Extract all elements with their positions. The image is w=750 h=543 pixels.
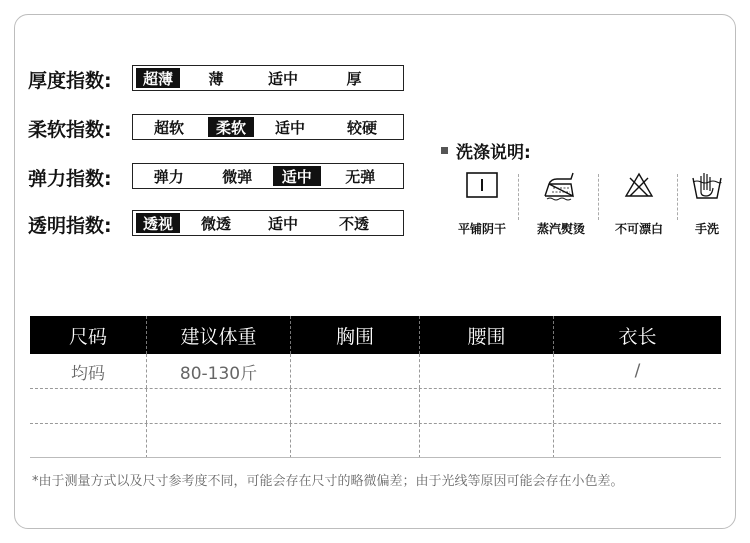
header-length: 衣长 [618,325,657,348]
no-bleach-icon [622,170,656,200]
index-options [132,65,404,91]
index-option-selected: 柔软 [208,117,254,137]
index-option: 较硬 [346,118,377,137]
table-cell [554,389,721,423]
divider [518,174,519,220]
index-option: 无弹 [345,167,376,186]
wash-label: 平铺阴干 [457,222,506,236]
index-option-selected: 超薄 [136,68,180,88]
header-waist: 腰围 [420,316,554,354]
index-option: 厚 [346,69,362,88]
index-label: 厚度指数: [28,69,112,92]
table-cell [30,424,147,458]
index-row-softness [28,114,377,142]
divider [30,457,721,458]
table-cell [420,354,554,388]
index-option: 适中 [267,214,298,233]
hand-wash-icon [689,170,725,202]
table-header [30,316,721,354]
index-label: 弹力指数: [28,167,112,190]
index-option: 不透 [338,214,369,233]
table-cell [291,354,420,388]
index-label: 透明指数: [28,214,112,237]
wash-item-steam-iron [521,170,601,240]
index-option: 弹力 [153,167,184,186]
table-cell: 均码 [30,354,147,388]
index-option: 适中 [274,118,305,137]
index-option-selected: 适中 [273,166,321,186]
wash-item-flat-dry [442,170,522,240]
bullet-square-icon [441,147,448,154]
index-options [132,114,404,140]
flat-dry-icon [464,170,500,200]
steam-iron-icon [539,170,583,202]
index-option: 超软 [153,118,184,137]
table-cell [420,424,554,458]
index-option-selected: 透视 [136,213,180,233]
table-row [30,424,721,458]
table-cell [554,424,721,458]
table-cell [291,389,420,423]
table-cell [30,389,147,423]
index-option: 微弹 [222,167,253,186]
table-cell [147,389,291,423]
table-cell [420,389,554,423]
header-weight: 建议体重 [147,316,291,354]
index-options [132,210,404,236]
table-cell: / [634,361,641,381]
footnote: *由于测量方式以及尺寸参考度不同，可能会存在尺寸的略微偏差；由于光线等原因可能会存在小色差。 [32,474,624,489]
index-option: 薄 [208,69,224,88]
table-cell [147,424,291,458]
table-row [30,389,721,424]
table-cell [291,424,420,458]
wash-label: 不可漂白 [614,222,663,236]
index-options [132,163,404,189]
index-option: 适中 [267,69,298,88]
index-row-transparency [28,210,369,238]
header-bust: 胸围 [291,316,420,354]
wash-label: 蒸汽熨烫 [536,222,585,236]
table-cell: 80-130斤 [147,354,291,388]
wash-label: 手洗 [694,222,719,236]
index-label: 柔软指数: [28,118,112,141]
index-row-thickness [28,65,362,93]
index-row-elasticity [28,163,376,191]
size-table [30,316,721,458]
index-option: 微透 [200,214,231,233]
table-row [30,354,721,389]
wash-item-hand-wash [667,170,747,240]
header-size: 尺码 [30,316,147,354]
washing-title: 洗涤说明: [441,138,531,163]
